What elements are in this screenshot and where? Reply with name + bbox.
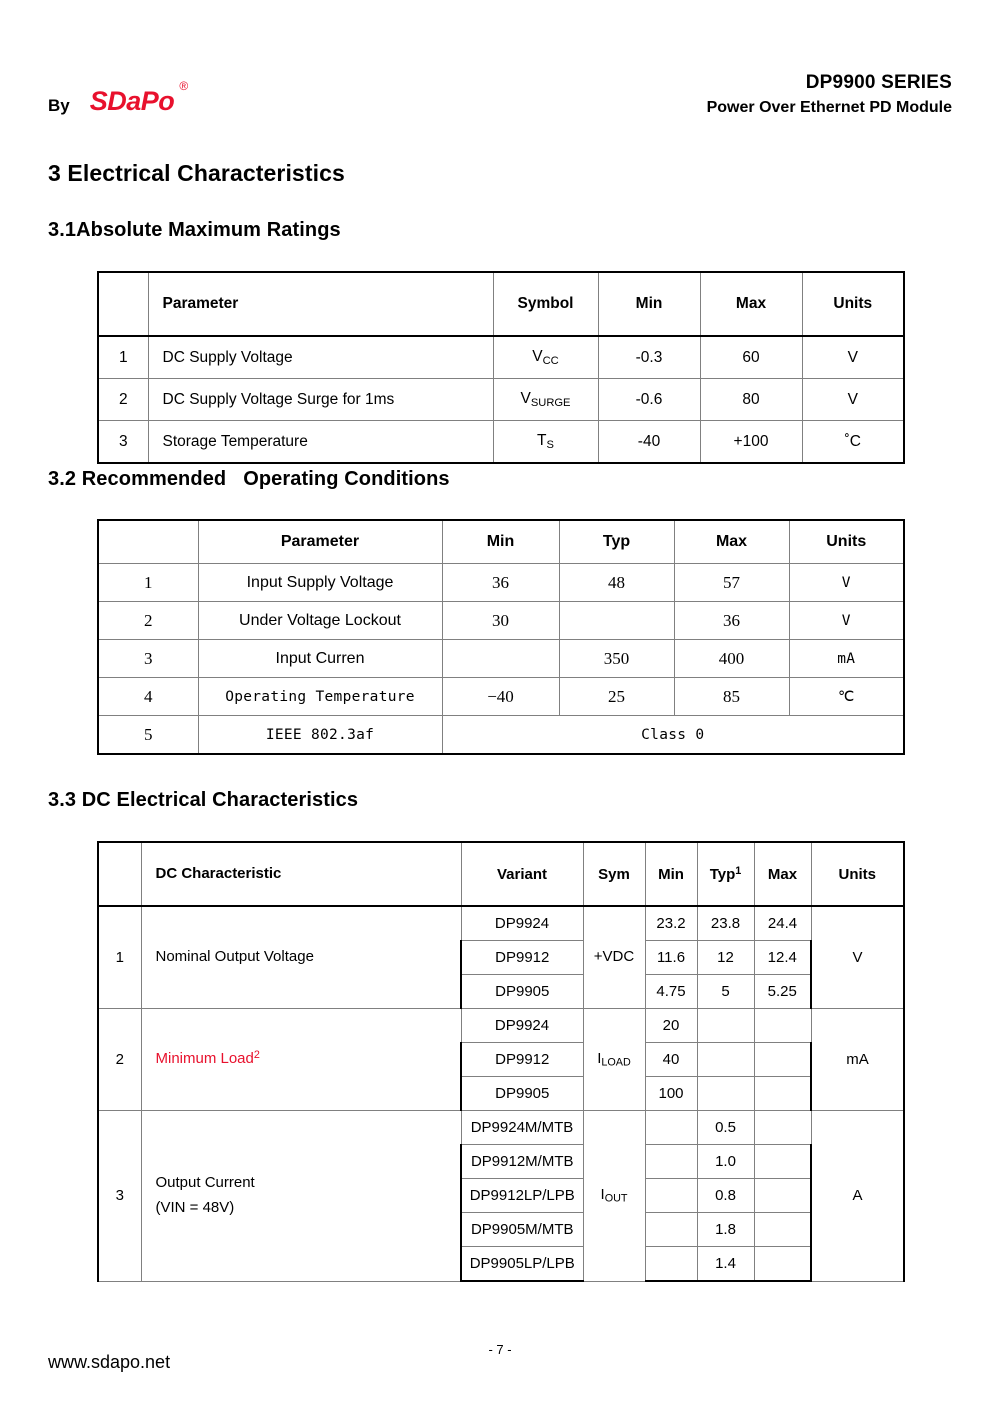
cell-max: 85 [674,678,789,716]
cell-max: +100 [700,421,802,464]
table-row [98,602,904,640]
cell-parameter: Storage Temperature [148,421,493,464]
cell-min [645,1179,697,1213]
heading-section-3-3: 3.3 DC Electrical Characteristics [48,789,359,811]
table-row [98,678,904,716]
table-row [98,564,904,602]
cell-variant: DP9912 [461,941,583,975]
heading-section-3-2: 3.2 Recommended Operating Conditions [48,468,450,490]
col-index [98,520,198,564]
cell-typ: 1.8 [697,1213,754,1247]
row-number: 3 [98,1111,141,1282]
brand-logo-text: SDaPo [89,86,175,116]
row-number: 2 [98,602,198,640]
page-header [0,0,1000,140]
cell-characteristic: Output Current (VIN = 48V) [141,1111,461,1282]
cell-typ: 12 [697,941,754,975]
cell-class-value: Class 0 [442,716,904,755]
row-number: 1 [98,336,148,379]
footer-page-number: - 7 - [488,1342,512,1357]
cell-max: 57 [674,564,789,602]
cell-min: 30 [442,602,559,640]
cell-units: mA [811,1009,904,1111]
cell-symbol: $T_S$ [493,421,598,464]
brand-block [48,79,189,116]
col-min: Min [645,842,697,906]
cell-characteristic: Minimum Load$^2$ [141,1009,461,1111]
cell-max [754,1179,811,1213]
cell-max: 400 [674,640,789,678]
cell-min: 11.6 [645,941,697,975]
cell-typ [697,1009,754,1043]
cell-min: −40 [442,678,559,716]
table-row-span [98,716,904,755]
cell-min: -40 [598,421,700,464]
table-row [98,640,904,678]
cell-typ: 0.8 [697,1179,754,1213]
col-symbol: Symbol [493,272,598,336]
cell-min: -0.6 [598,379,700,421]
cell-units: V [789,602,904,640]
cell-units: V [789,564,904,602]
cell-max: 36 [674,602,789,640]
table-recommended-operating-conditions [97,519,905,755]
col-min: Min [598,272,700,336]
table-row [98,379,904,421]
cell-units: A [811,1111,904,1282]
cell-symbol: $V_{SURGE}$ [493,379,598,421]
cell-max [754,1009,811,1043]
cell-typ: 25 [559,678,674,716]
cell-variant: DP9905 [461,975,583,1009]
product-series-title: DP9900 SERIES [805,72,952,93]
cell-min: -0.3 [598,336,700,379]
cell-variant: DP9924 [461,1009,583,1043]
cell-max [754,1247,811,1282]
cell-max: 5.25 [754,975,811,1009]
cell-units: V [802,336,904,379]
header-titles [707,70,952,119]
col-max: Max [700,272,802,336]
col-units: Units [789,520,904,564]
cell-characteristic: Nominal Output Voltage [141,906,461,1009]
cell-max [754,1213,811,1247]
cell-parameter: IEEE 802.3af [198,716,442,755]
col-parameter: Parameter [148,272,493,336]
cell-typ [697,1043,754,1077]
footer-website-url[interactable]: www.sdapo.net [48,1352,171,1372]
cell-parameter: DC Supply Voltage [148,336,493,379]
col-max: Max [674,520,789,564]
cell-min: 100 [645,1077,697,1111]
cell-min [645,1111,697,1145]
cell-max: 60 [700,336,802,379]
brand-by-label: By [48,96,70,115]
cell-max [754,1043,811,1077]
col-variant: Variant [461,842,583,906]
cell-min: 4.75 [645,975,697,1009]
cell-typ: 0.5 [697,1111,754,1145]
cell-symbol: $I_{OUT}$ [583,1111,645,1282]
row-number: 5 [98,716,198,755]
cell-min: 23.2 [645,906,697,941]
cell-min [645,1247,697,1282]
row-number: 2 [98,1009,141,1111]
cell-variant: DP9905LP/LPB [461,1247,583,1282]
cell-min: 20 [645,1009,697,1043]
cell-max: 24.4 [754,906,811,941]
cell-max: 80 [700,379,802,421]
table-header-row [98,842,904,906]
cell-variant: DP9905 [461,1077,583,1111]
cell-typ [697,1077,754,1111]
cell-symbol: $I_{LOAD}$ [583,1009,645,1111]
cell-typ: 1.4 [697,1247,754,1282]
cell-units: V [802,379,904,421]
sdapo-logo [89,79,189,116]
cell-units: ˚C [802,421,904,464]
cell-parameter: Input Curren [198,640,442,678]
cell-variant: DP9912LP/LPB [461,1179,583,1213]
cell-max [754,1077,811,1111]
table-row [98,336,904,379]
cell-parameter: Operating Temperature [198,678,442,716]
cell-min [645,1213,697,1247]
cell-symbol: +VDC [583,906,645,1009]
cell-parameter: DC Supply Voltage Surge for 1ms [148,379,493,421]
table-absolute-maximum-ratings [97,271,905,464]
col-typ: Typ [559,520,674,564]
cell-variant: DP9924M/MTB [461,1111,583,1145]
table-header-row [98,520,904,564]
col-dc-characteristic: DC Characteristic [141,842,461,906]
cell-max [754,1111,811,1145]
cell-min [645,1145,697,1179]
heading-section-3: 3 Electrical Characteristics [48,160,345,186]
col-min: Min [442,520,559,564]
col-sym: Sym [583,842,645,906]
col-typ: Typ$^1$ [697,842,754,906]
row-number: 3 [98,640,198,678]
cell-min: 40 [645,1043,697,1077]
row-number: 1 [98,906,141,1009]
product-subtitle: Power Over Ethernet PD Module [706,98,952,116]
cell-typ [559,602,674,640]
row-number: 1 [98,564,198,602]
cell-parameter: Under Voltage Lockout [198,602,442,640]
cell-symbol: $V_{CC}$ [493,336,598,379]
row-number: 4 [98,678,198,716]
table-row [98,1111,904,1145]
col-index [98,842,141,906]
col-parameter: Parameter [198,520,442,564]
cell-variant: DP9905M/MTB [461,1213,583,1247]
cell-min [442,640,559,678]
cell-units: mA [789,640,904,678]
col-index [98,272,148,336]
cell-variant: DP9912 [461,1043,583,1077]
table-dc-electrical-characteristics [97,841,905,1282]
col-units: Units [802,272,904,336]
cell-units: V [811,906,904,1009]
cell-max: 12.4 [754,941,811,975]
cell-typ: 1.0 [697,1145,754,1179]
cell-variant: DP9912M/MTB [461,1145,583,1179]
table-row [98,1009,904,1043]
cell-max [754,1145,811,1179]
col-max: Max [754,842,811,906]
registered-trademark-icon: ® [179,79,189,93]
row-number: 3 [98,421,148,464]
table-row [98,421,904,464]
row-number: 2 [98,379,148,421]
cell-typ: 48 [559,564,674,602]
cell-typ: 23.8 [697,906,754,941]
col-units: Units [811,842,904,906]
heading-section-3-1: 3.1Absolute Maximum Ratings [48,219,341,241]
cell-typ: 5 [697,975,754,1009]
page-footer [0,1324,1000,1414]
cell-min: 36 [442,564,559,602]
cell-variant: DP9924 [461,906,583,941]
cell-parameter: Input Supply Voltage [198,564,442,602]
cell-units: ℃ [789,678,904,716]
table-row [98,906,904,941]
cell-typ: 350 [559,640,674,678]
table-header-row [98,272,904,336]
